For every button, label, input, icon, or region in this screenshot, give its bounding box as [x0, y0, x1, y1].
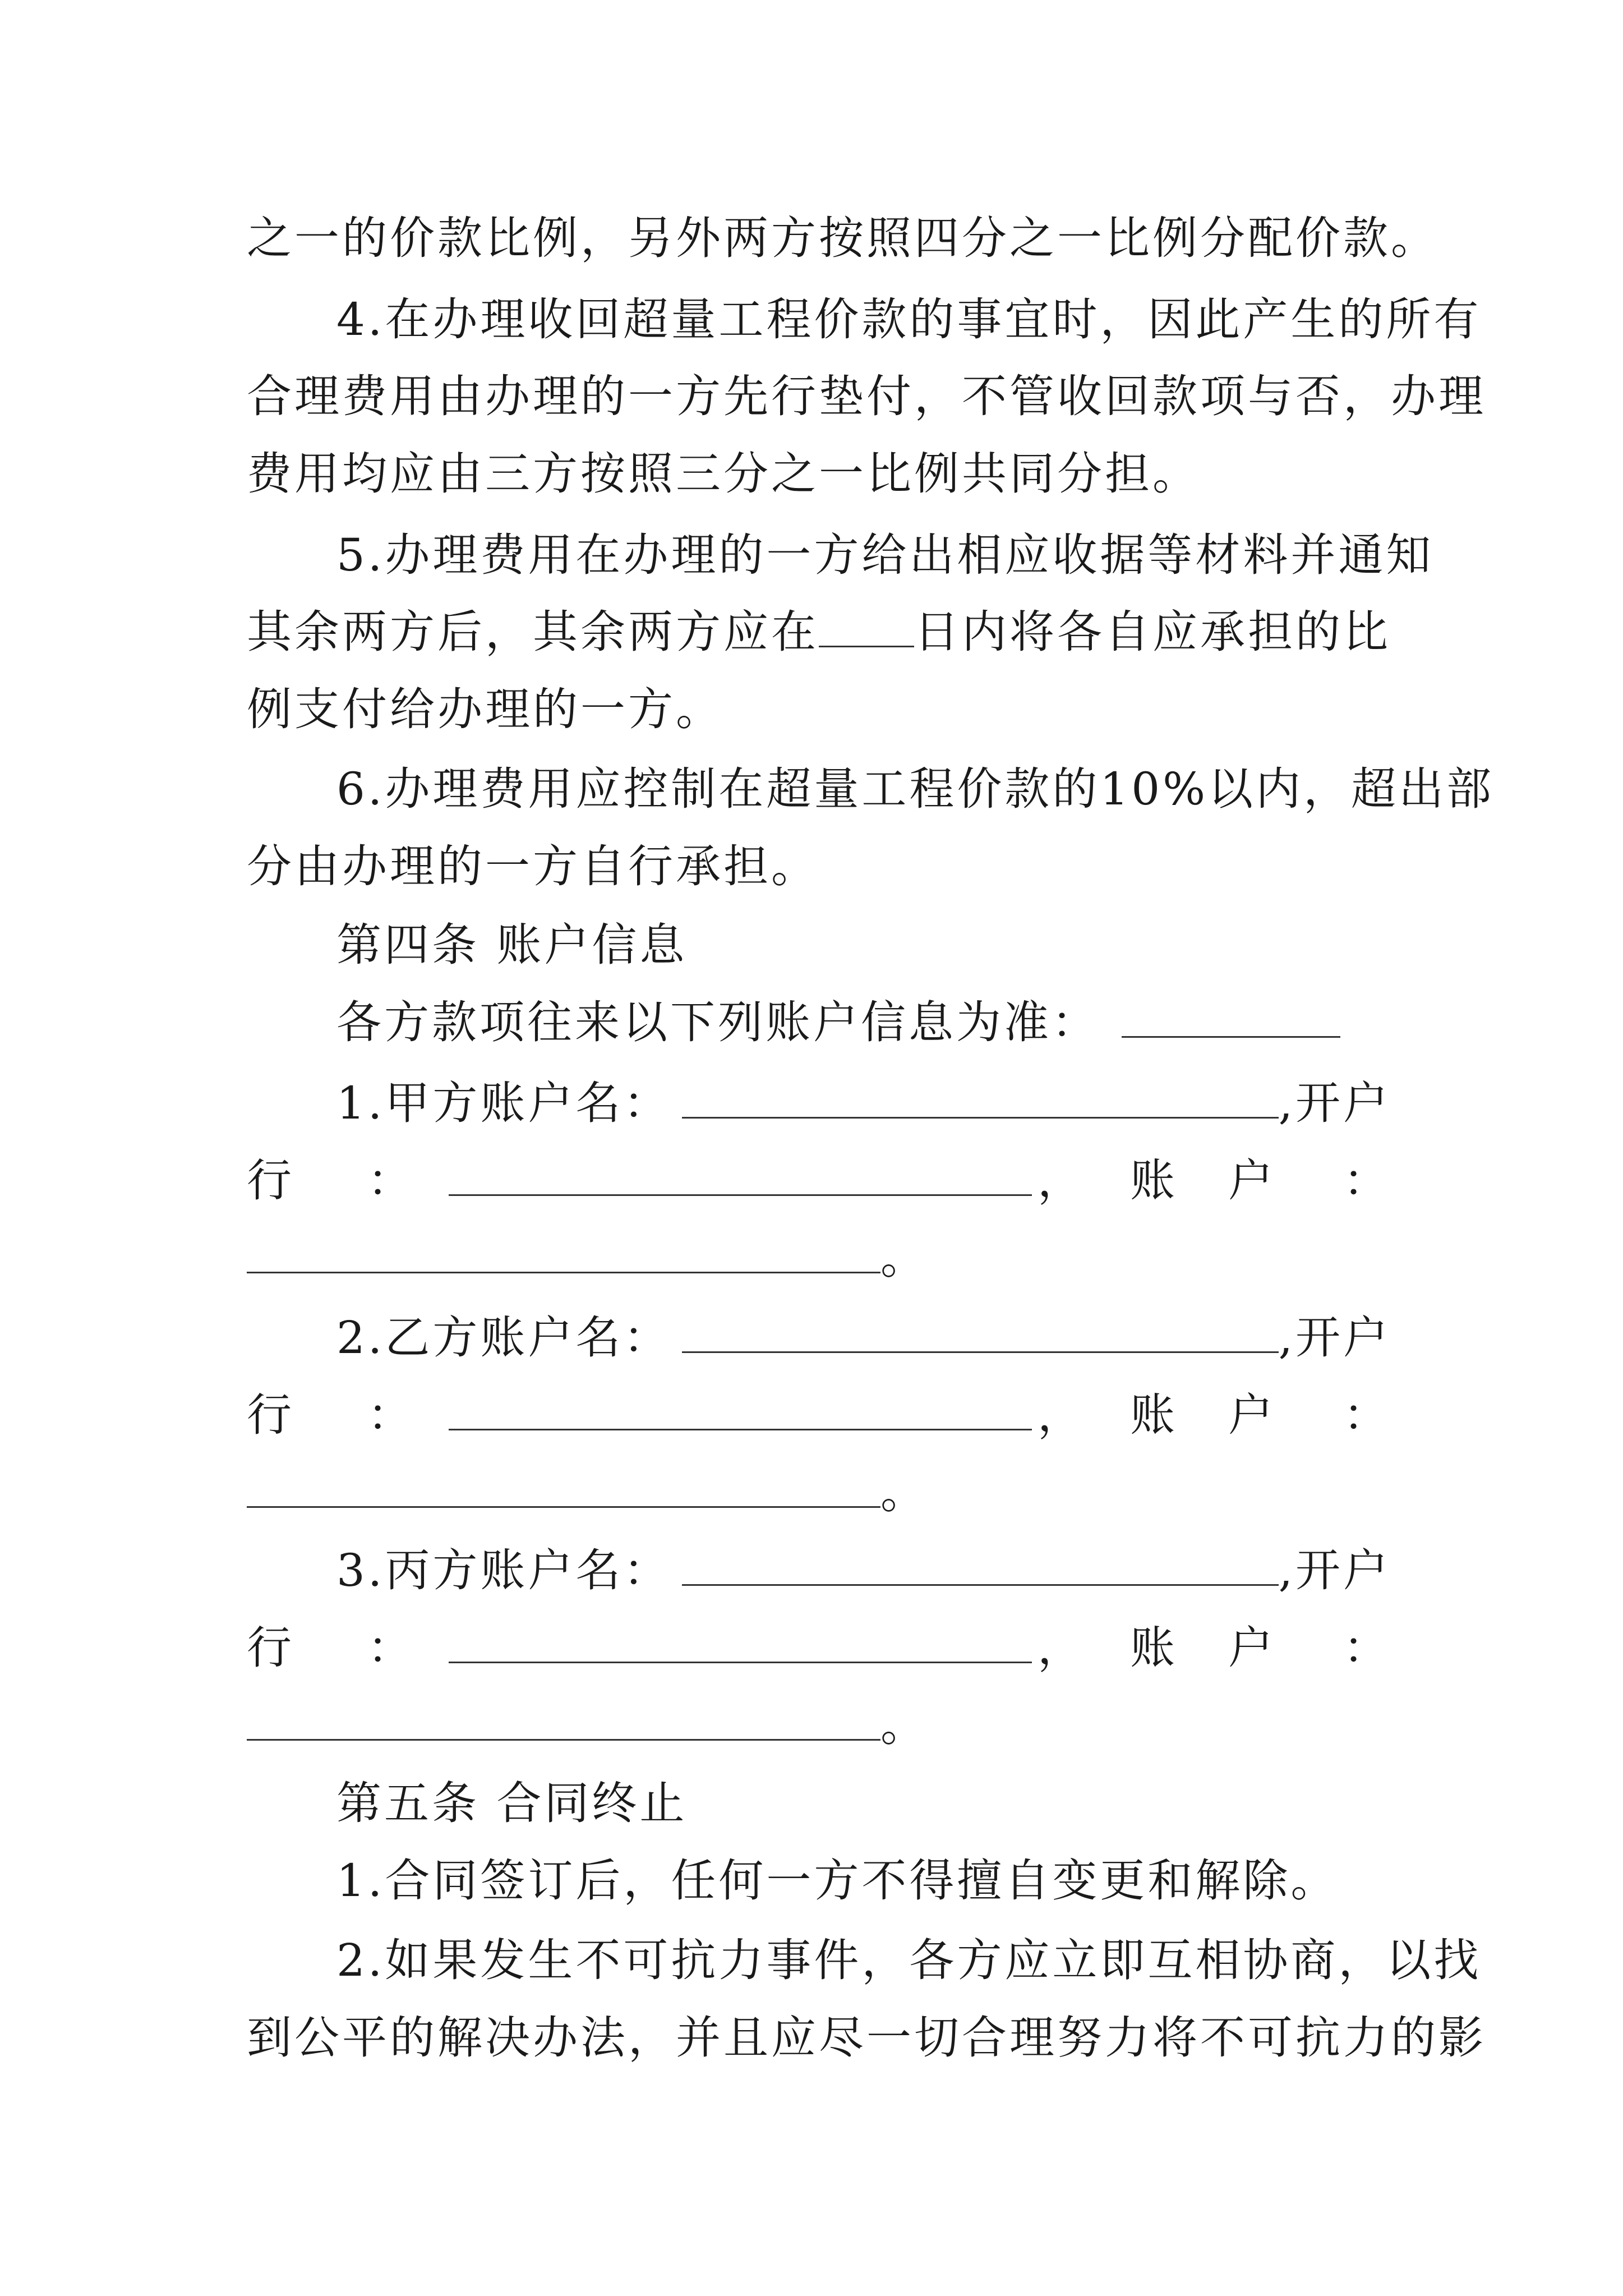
party-a-bank-field[interactable] [449, 1153, 1032, 1196]
clause-6-line: 6.办理费用应控制在超量工程价款的10%以内，超出部 [336, 763, 1495, 815]
colon: ： [367, 1622, 415, 1674]
colon: ： [1343, 1154, 1391, 1207]
account-label-char: 账 [1130, 1154, 1178, 1207]
paragraph-line-with-blank [247, 601, 1391, 663]
account-label-char: 户 [1228, 1622, 1276, 1674]
party-a-account-number-line [247, 1227, 1391, 1289]
comma: ， [1038, 1154, 1085, 1207]
party-c-bank-field[interactable] [449, 1620, 1032, 1663]
paragraph-line: 之一的价款比例，另外两方按照四分之一比例分配价款。 [247, 212, 1438, 264]
text-segment: 其余两方后，其余两方应在 [247, 606, 819, 658]
paragraph-line: 分由办理的一方自行承担。 [247, 840, 819, 892]
section-heading-5: 第五条 合同终止 [336, 1777, 688, 1829]
account-label-char: 账 [1130, 1389, 1178, 1441]
party-c-account-number-field[interactable] [247, 1697, 880, 1741]
section-heading-4: 第四条 账户信息 [336, 919, 688, 971]
comma: ， [1038, 1622, 1085, 1674]
text-segment: 各方款项往来以下列账户信息为准： [336, 996, 1099, 1048]
colon: ： [367, 1154, 415, 1207]
period: 。 [880, 1466, 928, 1519]
text-segment: ,开户 [1278, 1077, 1391, 1129]
period: 。 [880, 1699, 928, 1751]
paragraph-line: 例支付给办理的一方。 [247, 683, 723, 735]
party-b-account-name-field[interactable] [682, 1310, 1278, 1353]
bank-label: 行 [247, 1622, 294, 1674]
party-b-bank-line [247, 1384, 1391, 1446]
party-c-account-name-field[interactable] [682, 1543, 1278, 1586]
paragraph-line: 到公平的解决办法，并且应尽一切合理努力将不可抗力的影 [247, 2012, 1486, 2064]
party-a-account-number-field[interactable] [247, 1230, 880, 1273]
text-segment: 3.丙方账户名： [336, 1544, 671, 1596]
text-segment: 2.乙方账户名： [336, 1312, 671, 1364]
days-blank-field[interactable] [819, 604, 914, 647]
party-a-account-name-line [336, 1073, 1391, 1134]
bank-label: 行 [247, 1389, 294, 1441]
party-c-bank-line [247, 1617, 1391, 1679]
text-segment: 日内将各自应承担的比 [914, 606, 1391, 658]
comma: ， [1038, 1389, 1085, 1441]
party-a-bank-line [247, 1150, 1391, 1212]
clause-1-line: 1.合同签订后，任何一方不得擅自变更和解除。 [336, 1855, 1339, 1907]
account-label-char: 户 [1228, 1389, 1276, 1441]
party-c-account-name-line [336, 1540, 1391, 1602]
paragraph-line: 费用均应由三方按照三分之一比例共同分担。 [247, 448, 1200, 500]
colon: ： [1343, 1389, 1391, 1441]
party-a-account-name-field[interactable] [682, 1075, 1278, 1119]
account-info-blank-field[interactable] [1122, 995, 1340, 1038]
clause-5-line: 5.办理费用在办理的一方给出相应收据等材料并通知 [336, 529, 1434, 581]
paragraph-line: 合理费用由办理的一方先行垫付，不管收回款项与否，办理 [247, 370, 1486, 422]
account-label-char: 账 [1130, 1622, 1178, 1674]
party-b-account-name-line [336, 1307, 1391, 1369]
party-b-account-number-line [247, 1462, 1391, 1524]
period: 。 [880, 1232, 928, 1284]
party-b-account-number-field[interactable] [247, 1465, 880, 1508]
colon: ： [1343, 1622, 1391, 1674]
text-segment: ,开户 [1278, 1312, 1391, 1364]
account-intro-line [336, 992, 1391, 1053]
text-segment: 1.甲方账户名： [336, 1077, 671, 1129]
bank-label: 行 [247, 1154, 294, 1207]
colon: ： [367, 1389, 415, 1441]
clause-4-line: 4.在办理收回超量工程价款的事宜时，因此产生的所有 [336, 293, 1482, 346]
party-b-bank-field[interactable] [449, 1387, 1032, 1430]
clause-2-line: 2.如果发生不可抗力事件，各方应立即互相协商，以找 [336, 1934, 1482, 1986]
text-segment: ,开户 [1278, 1544, 1391, 1596]
party-c-account-number-line [247, 1695, 1391, 1756]
account-label-char: 户 [1228, 1154, 1276, 1207]
